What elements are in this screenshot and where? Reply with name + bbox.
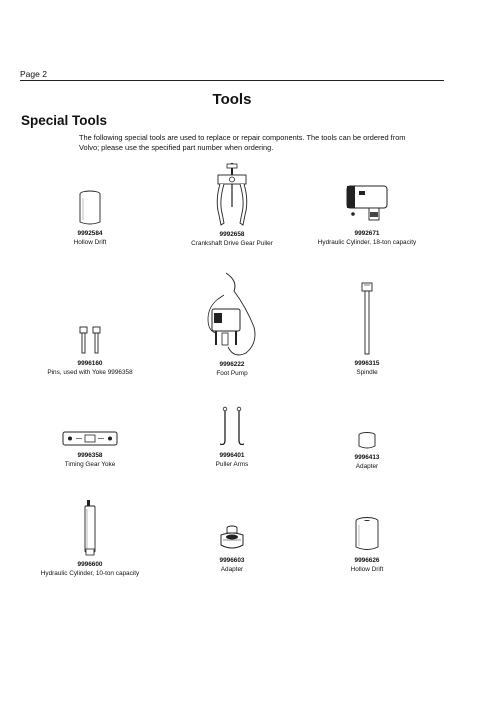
- tool-name: Hollow Drift: [73, 239, 107, 246]
- adapter-icon: [357, 432, 377, 450]
- part-number: 9996413: [354, 454, 380, 461]
- tool-name: Crankshaft Drive Gear Puller: [191, 240, 273, 247]
- part-number: 9996160: [77, 360, 103, 367]
- spindle-icon: [357, 282, 377, 356]
- tool-name: Pins, used with Yoke 9996358: [47, 369, 133, 376]
- tool-item: [287, 517, 447, 573]
- tool-name: Spindle: [356, 369, 378, 376]
- part-number: 9996603: [219, 557, 245, 564]
- tool-name: Puller Arms: [215, 461, 249, 468]
- tool-name: Hydraulic Cylinder, 18-ton capacity: [317, 239, 417, 246]
- part-number: 9996222: [219, 361, 245, 368]
- intro-paragraph: The following special tools are used to replace or repair components. The tools can be ordered from Volvo; please use the specified part number when ordering.: [79, 133, 406, 152]
- foot-pump-icon: [194, 271, 270, 357]
- adapter-icon: [218, 523, 246, 553]
- tool-item: [10, 499, 170, 577]
- tool-name: Adapter: [220, 566, 244, 573]
- part-number: 9996358: [77, 452, 103, 459]
- puller-arms-icon: [217, 406, 247, 448]
- gear-puller-icon: [212, 163, 252, 227]
- tool-item: [10, 190, 170, 246]
- page-label: Page 2: [20, 69, 47, 79]
- hydraulic-cylinder-icon: [82, 499, 98, 557]
- tool-item: [287, 182, 447, 246]
- header-rule: [20, 80, 444, 81]
- tool-item: [10, 326, 170, 376]
- part-number: 9996315: [354, 360, 380, 367]
- part-number: 9992671: [354, 230, 380, 237]
- part-number: 9992658: [219, 231, 245, 238]
- yoke-icon: [62, 430, 118, 448]
- pins-icon: [77, 326, 103, 356]
- page-title: Tools: [212, 91, 252, 108]
- tool-name: Hydraulic Cylinder, 10-ton capacity: [40, 570, 140, 577]
- part-number: 9996401: [219, 452, 245, 459]
- tool-name: Timing Gear Yoke: [64, 461, 116, 468]
- part-number: 9992584: [77, 230, 103, 237]
- tool-name: Foot Pump: [216, 370, 248, 377]
- section-title: Special Tools: [21, 113, 108, 128]
- tool-name: Hollow Drift: [350, 566, 384, 573]
- tool-item: [287, 432, 447, 470]
- hollow-drift-icon: [352, 517, 382, 553]
- tool-name: Adapter: [355, 463, 379, 470]
- tool-item: [10, 430, 170, 468]
- hydraulic-cylinder-icon: [339, 182, 395, 226]
- hollow-drift-icon: [75, 190, 105, 226]
- tool-item: [287, 282, 447, 376]
- part-number: 9996600: [77, 561, 103, 568]
- part-number: 9996626: [354, 557, 380, 564]
